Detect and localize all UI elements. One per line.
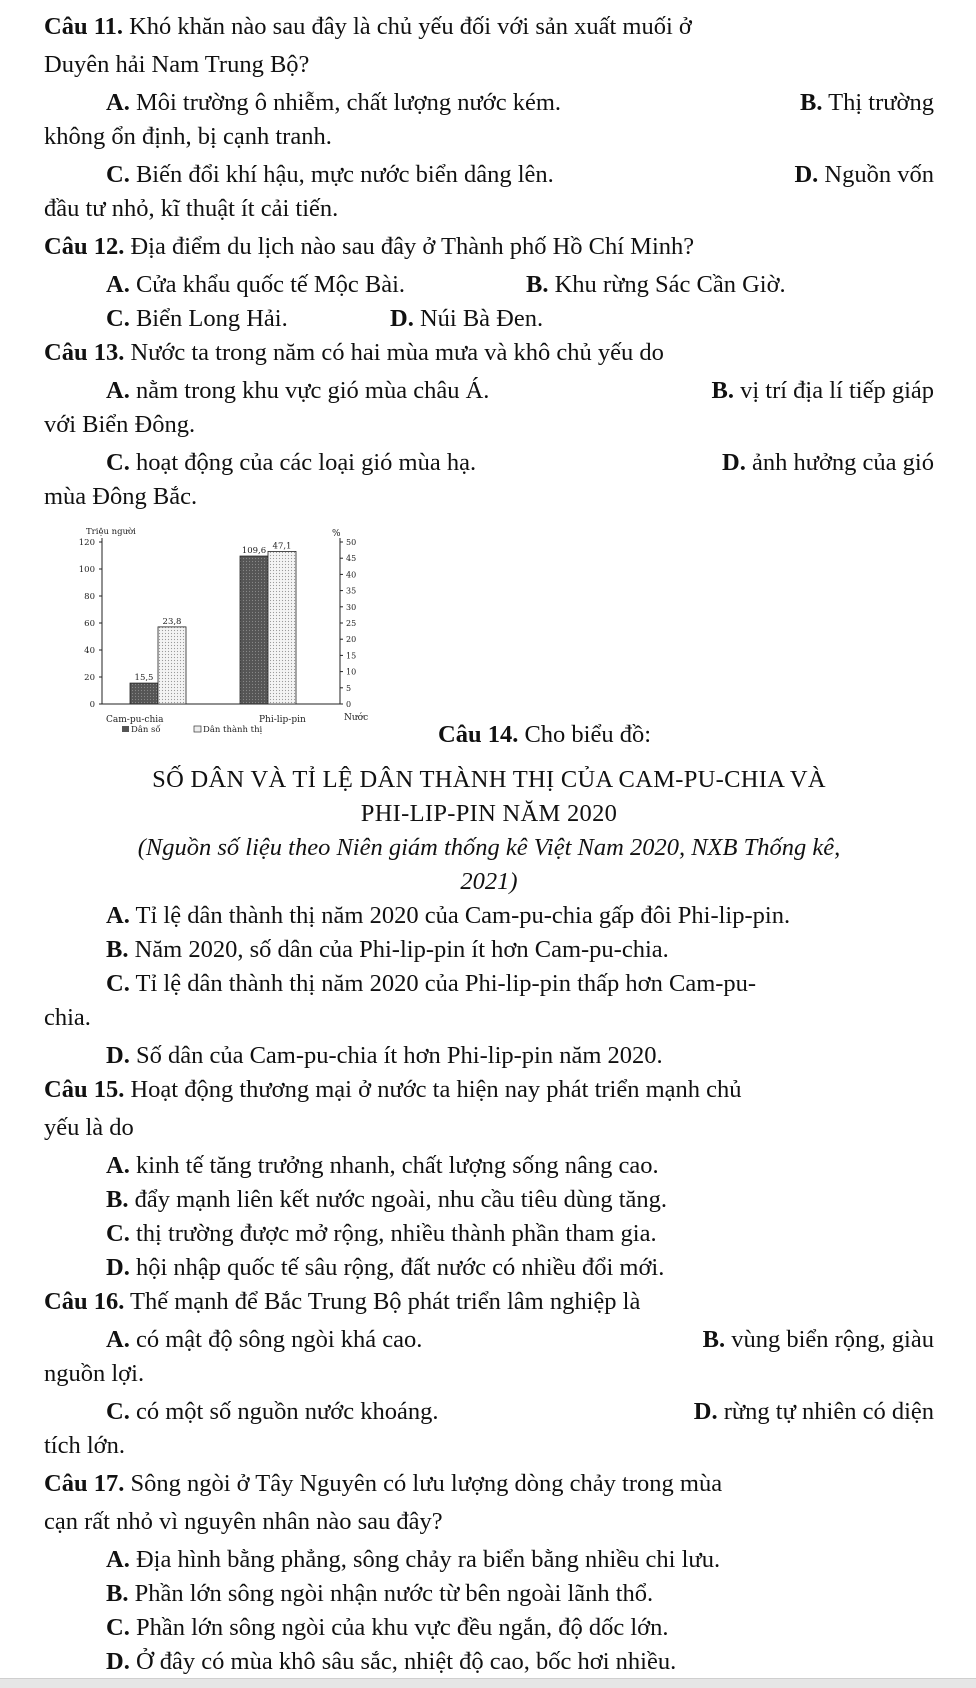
option-d: D. hội nhập quốc tế sâu rộng, đất nước có nhiều đổi mới. (106, 1254, 665, 1281)
option-b: B. đẩy mạnh liên kết nước ngoài, nhu cầu tiêu dùng tăng. (106, 1186, 668, 1213)
left-tick-label: 20 (84, 673, 95, 683)
legend-label-population: Dân số (131, 725, 161, 735)
bar-population (130, 683, 158, 704)
option-b: B. vị trí địa lí tiếp giáp (711, 377, 934, 404)
bar-urban (158, 627, 186, 704)
left-tick-label: 0 (89, 700, 95, 710)
question-15 (44, 1073, 934, 1285)
question-stem: Thế mạnh để Bắc Trung Bộ phát triển lâm nghiệp là (130, 1288, 641, 1315)
right-tick-label: 5 (346, 683, 352, 693)
question-stem: Hoạt động thương mại ở nước ta hiện nay phát triển mạnh chủ (130, 1076, 742, 1103)
chart-source-cont: 2021) (460, 868, 518, 895)
right-tick-label: 50 (346, 538, 357, 547)
option-b-cont: không ổn định, bị cạnh tranh. (44, 123, 332, 150)
right-tick-label: 20 (346, 635, 357, 645)
left-tick-label: 80 (84, 592, 95, 602)
option-d-cont: tích lớn. (44, 1432, 126, 1459)
option-b: B. Thị trường (799, 89, 934, 116)
option-a: A. kinh tế tăng trưởng nhanh, chất lượng sống nâng cao. (106, 1152, 659, 1179)
right-tick-label: 0 (346, 700, 352, 709)
question-stem: Cho biểu đồ: (524, 721, 652, 748)
question-number: Câu 11. (44, 13, 123, 40)
bar-urban (268, 551, 296, 704)
question-stem: Nước ta trong năm có hai mùa mưa và khô chủ yếu do (130, 339, 664, 366)
right-axis-title: % (332, 529, 341, 539)
option-a: A. nằm trong khu vực gió mùa châu Á. (106, 377, 490, 404)
category-label-cambodia: Cam-pu-chia (106, 715, 164, 725)
question-14 (44, 518, 934, 1073)
question-stem: Khó khăn nào sau đây là chủ yếu đối với sản xuất muối ở (129, 13, 692, 40)
question-number: Câu 15. (44, 1076, 125, 1103)
option-d-cont: đầu tư nhỏ, kĩ thuật ít cải tiến. (44, 195, 339, 222)
chart-source: (Nguồn số liệu theo Niên giám thống kê Việt Nam 2020, NXB Thống kê, (137, 834, 841, 861)
option-a: A. Địa hình bằng phẳng, sông chảy ra biển bằng nhiều chi lưu. (106, 1546, 721, 1573)
right-tick-label: 25 (346, 619, 357, 628)
left-tick-label: 60 (84, 619, 95, 629)
option-a: A. Môi trường ô nhiễm, chất lượng nước kém. (106, 89, 561, 116)
option-a: A. có mật độ sông ngòi khá cao. (106, 1326, 423, 1353)
value-label-urban: 23,8 (162, 616, 182, 627)
option-a: A. Cửa khẩu quốc tế Mộc Bài. (106, 271, 406, 298)
option-c: C. Tỉ lệ dân thành thị năm 2020 của Phi-lip-pin thấp hơn Cam-pu- (106, 970, 757, 997)
legend-label-urban: Dân thành thị (203, 725, 263, 735)
option-d-cont: mùa Đông Bắc. (44, 483, 198, 510)
right-tick-label: 35 (346, 586, 357, 596)
option-b: B. Khu rừng Sác Cần Giờ. (526, 271, 786, 298)
option-d: D. Núi Bà Đen. (390, 305, 544, 332)
option-b-cont: với Biển Đông. (44, 411, 196, 438)
option-c: C. Phần lớn sông ngòi của khu vực đều ngắn, độ dốc lớn. (106, 1614, 669, 1641)
chart-title-cont: PHI-LIP-PIN NĂM 2020 (360, 800, 618, 827)
option-d: D. Số dân của Cam-pu-chia ít hơn Phi-lip-pin năm 2020. (106, 1042, 663, 1069)
question-13 (44, 336, 934, 514)
option-c: C. có một số nguồn nước khoáng. (106, 1398, 439, 1425)
bar-population (240, 556, 268, 704)
question-stem: Địa điểm du lịch nào sau đây ở Thành phố Hồ Chí Minh? (130, 233, 695, 260)
right-tick-label: 45 (346, 554, 357, 564)
question-number: Câu 17. (44, 1470, 125, 1497)
category-label-philippines: Phi-lip-pin (259, 715, 306, 725)
right-tick-label: 40 (346, 570, 357, 580)
exam-page (44, 10, 934, 1679)
option-b: B. Năm 2020, số dân của Phi-lip-pin ít hơn Cam-pu-chia. (106, 936, 669, 963)
chart-title: SỐ DÂN VÀ TỈ LỆ DÂN THÀNH THỊ CỦA CAM-PU-CHIA VÀ (152, 766, 826, 793)
left-axis (79, 538, 340, 710)
left-tick-label: 120 (78, 538, 95, 548)
option-b: B. vùng biển rộng, giàu (702, 1326, 934, 1353)
legend-swatch-population (122, 726, 129, 732)
question-16 (44, 1285, 934, 1463)
question-number: Câu 13. (44, 339, 125, 366)
legend-swatch-urban (194, 726, 201, 732)
chart (62, 524, 422, 758)
question-number: Câu 12. (44, 233, 125, 260)
population-urban-chart (62, 524, 422, 758)
left-tick-label: 100 (78, 565, 95, 575)
option-d: D. Nguồn vốn (794, 161, 934, 188)
value-label-population: 15,5 (134, 673, 154, 684)
bars (130, 551, 296, 704)
question-stem-cont: yếu là do (44, 1114, 134, 1141)
right-axis (340, 538, 356, 709)
question-11 (44, 10, 934, 226)
question-stem-cont: cạn rất nhỏ vì nguyên nhân nào sau đây? (44, 1508, 443, 1535)
right-tick-label: 30 (346, 602, 357, 612)
value-label-population: 109,6 (241, 546, 267, 557)
option-d: D. Ở đây có mùa khô sâu sắc, nhiệt độ cao, bốc hơi nhiều. (106, 1648, 677, 1675)
question-12 (44, 230, 934, 336)
option-d: D. ảnh hưởng của gió (722, 449, 934, 476)
option-a: A. Tỉ lệ dân thành thị năm 2020 của Cam-pu-chia gấp đôi Phi-lip-pin. (106, 902, 791, 929)
option-b-cont: nguồn lợi. (44, 1360, 145, 1387)
left-tick-label: 40 (84, 646, 95, 656)
option-d: D. rừng tự nhiên có diện (693, 1398, 934, 1425)
x-axis-title: Nước (344, 713, 369, 723)
value-label-urban: 47,1 (272, 541, 292, 552)
option-c-cont: chia. (44, 1004, 91, 1031)
right-tick-label: 15 (346, 651, 357, 661)
question-stem-cont: Duyên hải Nam Trung Bộ? (44, 51, 310, 78)
option-c: C. thị trường được mở rộng, nhiều thành phần tham gia. (106, 1220, 657, 1247)
option-c: C. Biến đổi khí hậu, mực nước biển dâng lên. (106, 161, 554, 188)
question-number: Câu 14. (438, 721, 519, 748)
option-c: C. Biển Long Hải. (106, 305, 288, 332)
option-c: C. hoạt động của các loại gió mùa hạ. (106, 449, 477, 476)
option-b: B. Phần lớn sông ngòi nhận nước từ bên ngoài lãnh thổ. (106, 1580, 654, 1607)
left-axis-title: Triệu người (86, 527, 136, 537)
question-17 (44, 1467, 934, 1679)
question-number: Câu 16. (44, 1288, 125, 1315)
right-tick-label: 10 (346, 667, 357, 677)
question-stem: Sông ngòi ở Tây Nguyên có lưu lượng dòng chảy trong mùa (130, 1470, 723, 1497)
